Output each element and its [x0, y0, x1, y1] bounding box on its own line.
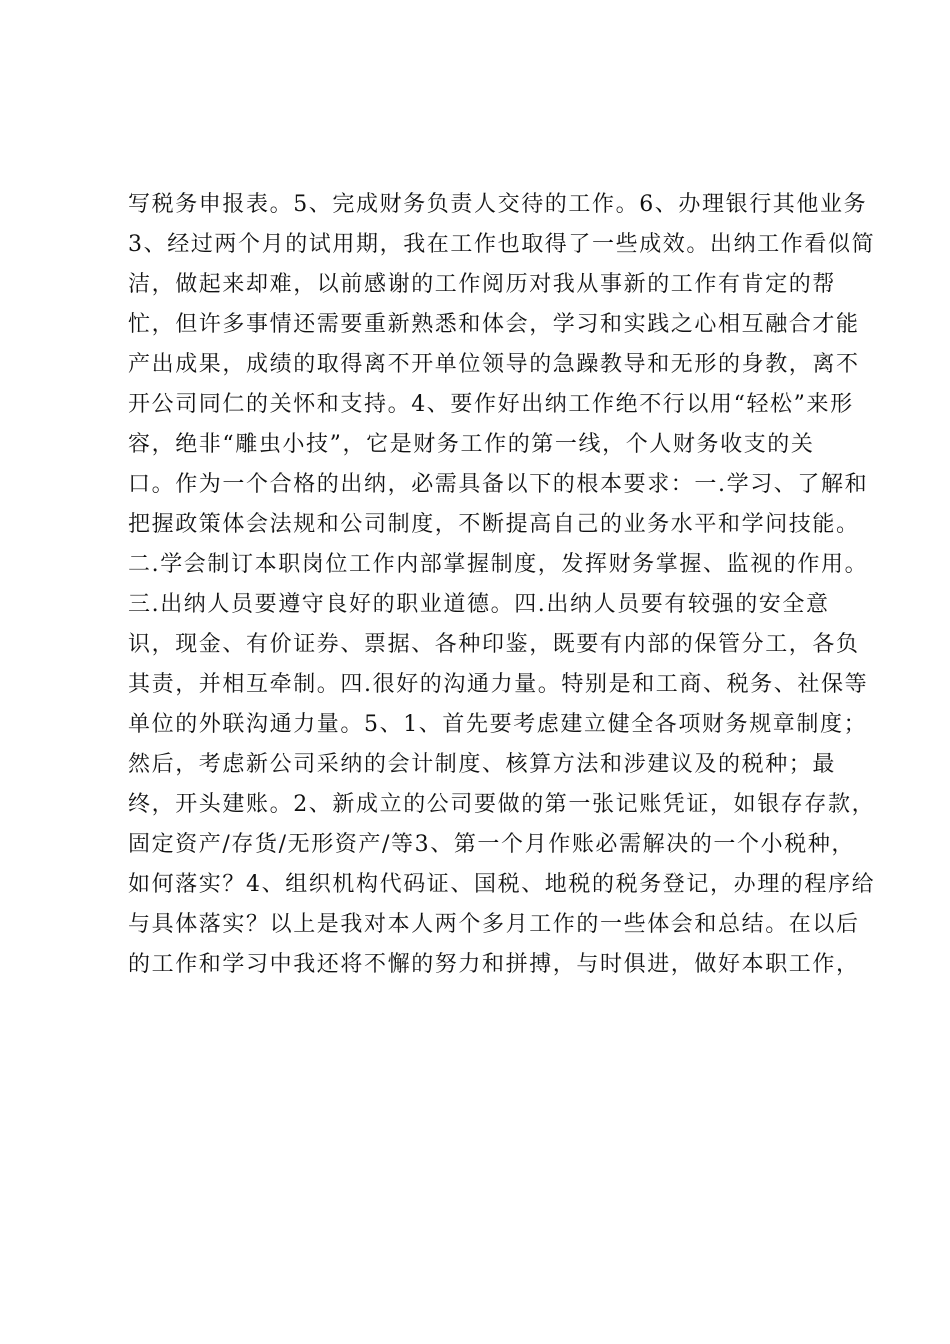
text-line: 产出成果，成绩的取得离不开单位领导的急躁教导和无形的身教，离不 [128, 352, 860, 377]
text-line: 二.学会制订本职岗位工作内部掌握制度，发挥财务掌握、监视的作用。 [128, 552, 869, 577]
body-text [128, 185, 876, 985]
text-line: 开公司同仁的关怀和支持。4、要作好出纳工作绝不行以用“轻松”来形 [128, 392, 854, 417]
text-line: 终，开头建账。2、新成立的公司要做的第一张记账凭证，如银存存款， [128, 792, 876, 817]
text-line: 如何落实？4、组织机构代码证、国税、地税的税务登记，办理的程序给 [128, 872, 876, 897]
text-line: 三.出纳人员要遵守良好的职业道德。四.出纳人员要有较强的安全意 [128, 592, 830, 617]
text-line: 把握政策体会法规和公司制度，不断提高自己的业务水平和学问技能。 [128, 512, 860, 537]
text-line: 口。作为一个合格的出纳，必需具备以下的根本要求：一.学习、了解和 [128, 472, 869, 497]
text-line: 忙，但许多事情还需要重新熟悉和体会，学习和实践之心相互融合才能 [128, 312, 860, 337]
text-line: 洁，做起来却难，以前感谢的工作阅历对我从事新的工作有肯定的帮 [128, 272, 837, 297]
text-line: 写税务申报表。5、完成财务负责人交待的工作。6、办理银行其他业务 [128, 192, 868, 217]
text-line: 识，现金、有价证券、票据、各种印鉴，既要有内部的保管分工，各负 [128, 632, 860, 657]
text-line: 与具体落实？以上是我对本人两个多月工作的一些体会和总结。在以后 [128, 912, 860, 937]
text-line: 单位的外联沟通力量。5、1、首先要考虑建立健全各项财务规章制度； [128, 712, 868, 737]
text-line: 其责，并相互牵制。四.很好的沟通力量。特别是和工商、税务、社保等 [128, 672, 869, 697]
text-line: 固定资产/存货/无形资产/等3、第一个月作账必需解决的一个小税种， [128, 832, 856, 857]
text-line: 容，绝非“雕虫小技”，它是财务工作的第一线，个人财务收支的关 [128, 432, 815, 457]
text-line: 的工作和学习中我还将不懈的努力和拼搏，与时俱进，做好本职工作， [128, 952, 860, 977]
text-line: 3、经过两个月的试用期，我在工作也取得了一些成效。出纳工作看似简 [128, 232, 876, 257]
text-line: 然后，考虑新公司采纳的会计制度、核算方法和涉建议及的税种；最 [128, 752, 837, 777]
